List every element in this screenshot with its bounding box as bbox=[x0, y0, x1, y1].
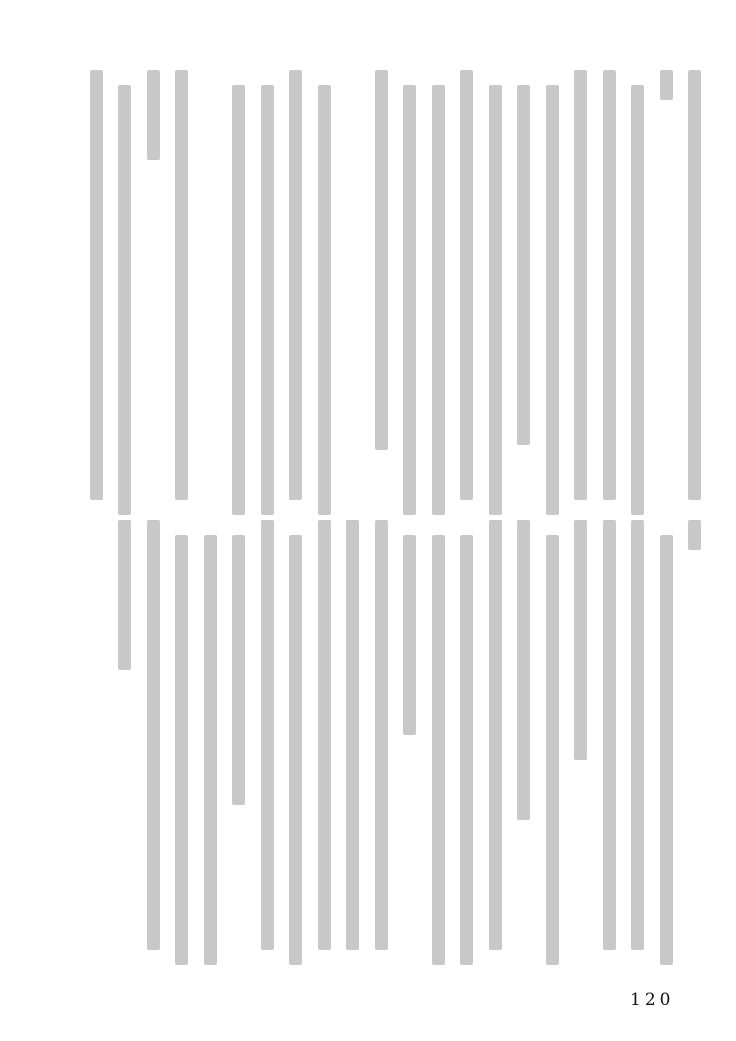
redacted-text-line bbox=[403, 535, 416, 735]
redacted-text-line bbox=[489, 85, 502, 515]
redacted-text-line bbox=[688, 70, 701, 500]
redacted-text-line bbox=[546, 85, 559, 515]
redacted-text-line bbox=[318, 85, 331, 515]
redacted-text-line bbox=[574, 520, 587, 760]
page-number: 120 bbox=[630, 990, 675, 1010]
redacted-text-line bbox=[432, 535, 445, 965]
redacted-text-line bbox=[346, 520, 359, 950]
redacted-text-line bbox=[90, 70, 103, 500]
redacted-text-line bbox=[517, 85, 530, 445]
redacted-text-line bbox=[631, 85, 644, 515]
redacted-text-line bbox=[118, 520, 131, 670]
redacted-text-line bbox=[118, 85, 131, 515]
redacted-text-line bbox=[489, 520, 502, 950]
redacted-text-line bbox=[517, 520, 530, 820]
redacted-text-line bbox=[261, 85, 274, 515]
redacted-text-line bbox=[175, 70, 188, 500]
redacted-text-line bbox=[660, 535, 673, 965]
redacted-text-line bbox=[460, 70, 473, 500]
redacted-text-line bbox=[460, 535, 473, 965]
redacted-text-line bbox=[631, 520, 644, 950]
redacted-text-line bbox=[318, 520, 331, 950]
redacted-text-line bbox=[204, 535, 217, 965]
redacted-text-line bbox=[603, 70, 616, 500]
redacted-text-line bbox=[432, 85, 445, 515]
redacted-text-line bbox=[232, 85, 245, 515]
redacted-text-line bbox=[574, 70, 587, 500]
redacted-text-line bbox=[375, 520, 388, 950]
redacted-text-line bbox=[289, 70, 302, 500]
redacted-text-line bbox=[261, 520, 274, 950]
redacted-text-line bbox=[660, 70, 673, 100]
redacted-text-line bbox=[232, 535, 245, 805]
redacted-text-line bbox=[603, 520, 616, 950]
redacted-text-line bbox=[289, 535, 302, 965]
redacted-text-line bbox=[546, 535, 559, 965]
redacted-text-line bbox=[403, 85, 416, 515]
redacted-text-line bbox=[688, 520, 701, 550]
redacted-text-line bbox=[147, 520, 160, 950]
redacted-text-line bbox=[375, 70, 388, 450]
redacted-text-line bbox=[147, 70, 160, 160]
redacted-text-line bbox=[175, 535, 188, 965]
